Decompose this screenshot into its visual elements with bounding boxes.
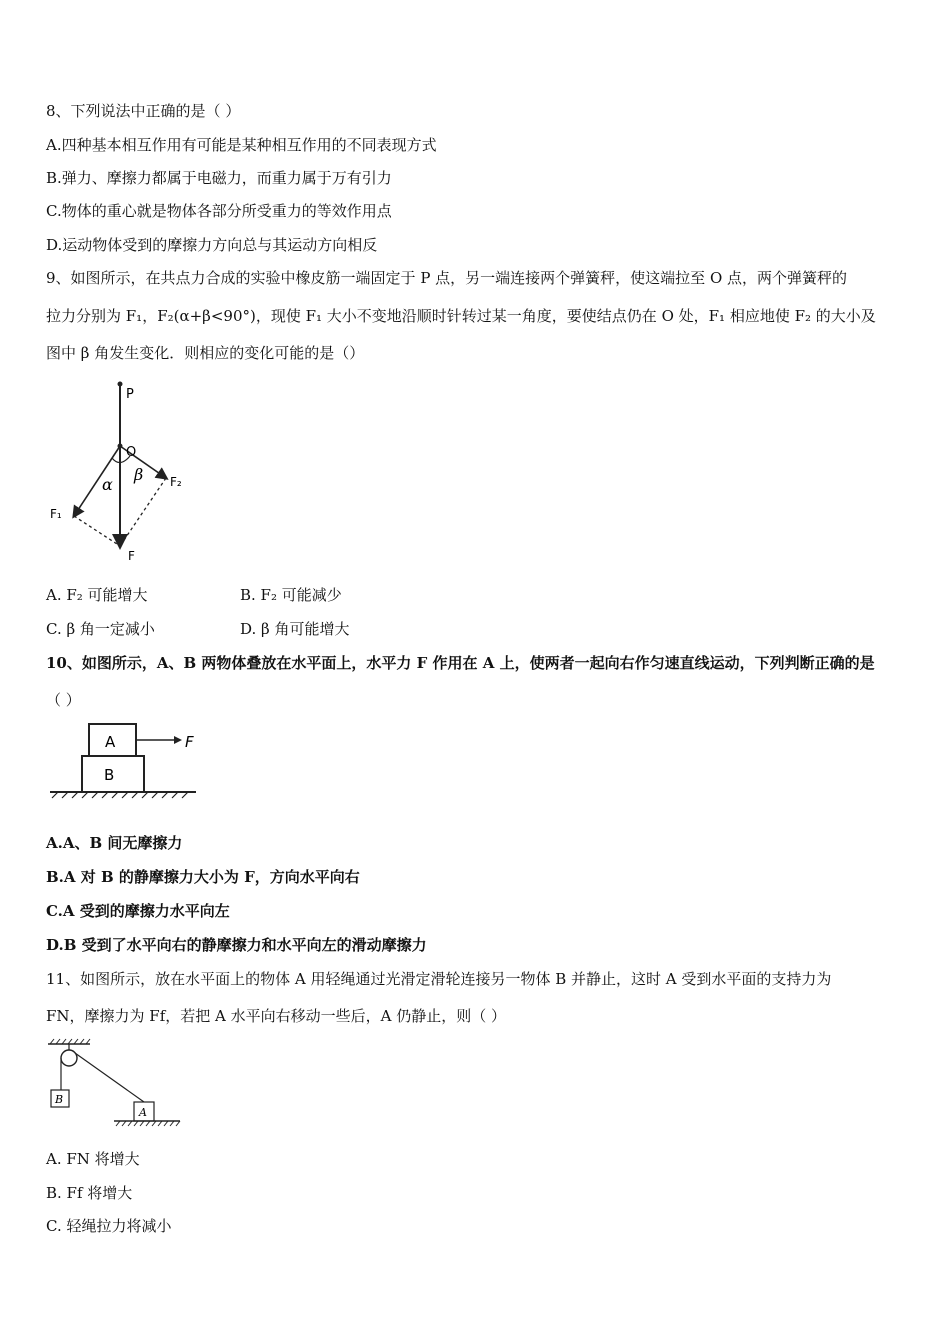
point-p (118, 382, 123, 387)
parallelogram-side-1 (74, 516, 120, 546)
label-f: F (185, 733, 194, 751)
q9-option-b: B. F₂ 可能减少 (240, 586, 342, 604)
q9-stem-line1: 9、如图所示，在共点力合成的实验中橡皮筋一端固定于 P 点，另一端连接两个弹簧秤，使这端拉至 O 点，两个弹簧秤的 (46, 269, 848, 287)
label-b: B (55, 1093, 64, 1106)
q9-option-a: A. F₂ 可能增大 (46, 586, 148, 604)
q10-option-d: D.B 受到了水平向右的静摩擦力和水平向左的滑动摩擦力 (46, 936, 427, 954)
q11-option-a: A. FN 将增大 (46, 1150, 140, 1168)
q10-stem-line1: 10、如图所示，A、B 两物体叠放在水平面上，水平力 F 作用在 A 上，使两者一起向右作匀速直线运动，下列判断正确的是 (46, 654, 875, 672)
q9-stem-line3: 图中 β 角发生变化．则相应的变化可能的是（） (46, 344, 365, 362)
q8-option-a: A.四种基本相互作用有可能是某种相互作用的不同表现方式 (46, 136, 437, 154)
q10-stem-line2: （ ） (46, 691, 81, 709)
parallelogram-side-2 (120, 478, 166, 546)
q11-stem-line1: 11、如图所示，放在水平面上的物体 A 用轻绳通过光滑定滑轮连接另一物体 B 并静止，这时 A 受到水平面的支持力为 (46, 970, 832, 988)
label-b: B (104, 766, 115, 784)
label-beta: β (134, 465, 144, 484)
q11-option-c: C. 轻绳拉力将减小 (46, 1217, 172, 1235)
q9-option-d: D. β 角可能增大 (240, 620, 350, 638)
label-f1: F₁ (50, 507, 62, 521)
q9-stem-line2: 拉力分别为 F₁，F₂(α+β<90°)，现使 F₁ 大小不变地沿顺时针转过某一角度，要使结点仍在 O 处，F₁ 相应地使 F₂ 的大小及 (46, 307, 876, 325)
q9-option-c: C. β 角一定减小 (46, 620, 155, 638)
force-f-arrowhead (174, 736, 182, 744)
q8-option-b: B.弹力、摩擦力都属于电磁力，而重力属于万有引力 (46, 169, 392, 187)
q10-option-a: A.A、B 间无摩擦力 (46, 834, 183, 852)
label-o: O (126, 445, 137, 460)
q11-pulley-diagram (40, 1036, 190, 1132)
label-f: F (128, 549, 135, 563)
q10-blocks-diagram (46, 720, 216, 802)
force-f1-arrow (74, 446, 120, 516)
pulley (61, 1050, 77, 1066)
q9-force-diagram (46, 376, 206, 566)
rope-to-a (75, 1053, 144, 1102)
q10-option-c: C.A 受到的摩擦力水平向左 (46, 902, 230, 920)
q11-option-b: B. Ff 将增大 (46, 1184, 133, 1202)
q11-stem-line2: FN，摩擦力为 Ff，若把 A 水平向右移动一些后，A 仍静止，则（ ） (46, 1007, 507, 1025)
label-f2: F₂ (170, 475, 182, 489)
label-p: P (126, 387, 134, 402)
label-alpha: α (102, 475, 113, 494)
q8-stem: 8、下列说法中正确的是（ ） (46, 102, 241, 120)
label-a: A (105, 733, 116, 751)
q8-option-d: D.运动物体受到的摩擦力方向总与其运动方向相反 (46, 236, 378, 254)
q10-option-b: B.A 对 B 的静摩擦力大小为 F，方向水平向右 (46, 868, 360, 886)
q8-option-c: C.物体的重心就是物体各部分所受重力的等效作用点 (46, 202, 392, 220)
label-a: A (139, 1106, 147, 1119)
